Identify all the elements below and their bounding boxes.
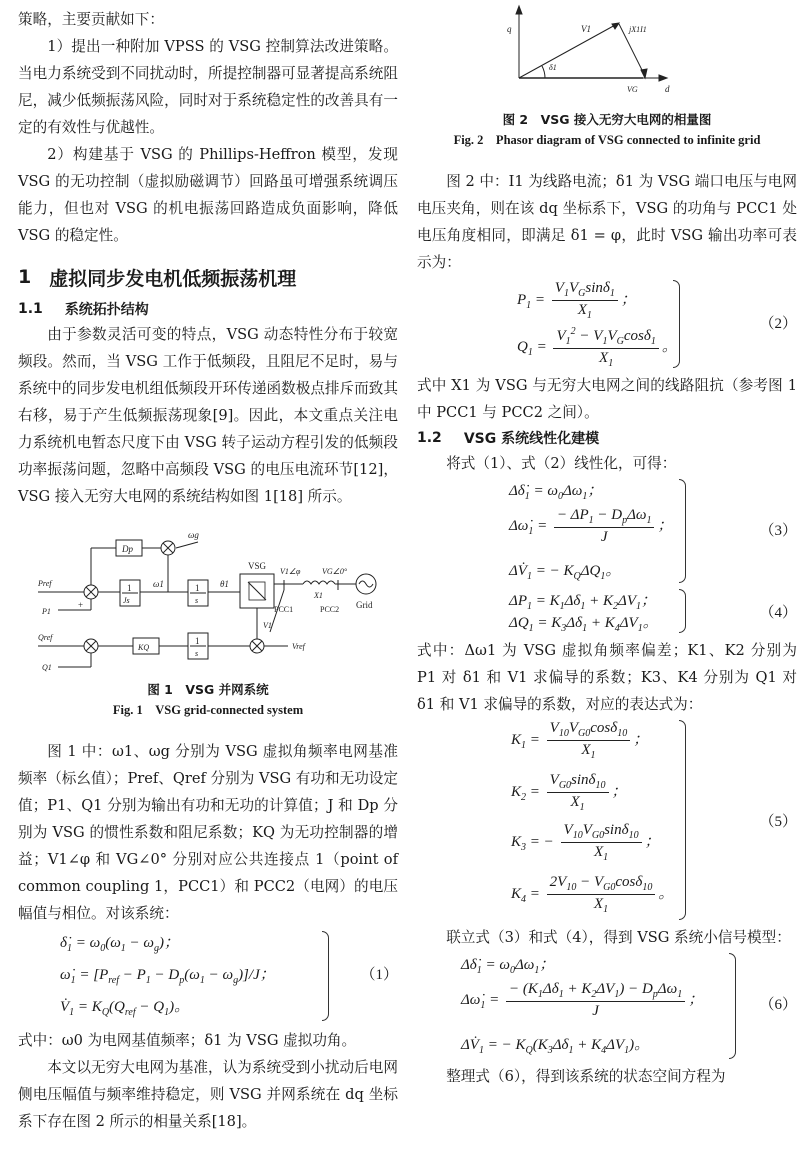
paragraph: 本文以无穷大电网为基准，认为系统受到小扰动后电网侧电压幅值与频率维持稳定，则 VSG 并网系统在 dq 坐标系下存在图 2 所示的相量关系[18]。 [18,1059,398,1130]
svg-text:Js: Js [123,596,130,605]
fig1-label: Pref [38,579,52,588]
paragraph: 式中 X1 为 VSG 与无穷大电网之间的线路阻抗（参考图 1 中 PCC1 与 PCC2 之间）。 [417,377,797,421]
section-title: 虚拟同步发电机低频振荡机理 [49,267,297,290]
svg-text:s: s [195,649,199,658]
fig1-label: Grid [356,600,373,610]
svg-text:s: s [195,596,199,605]
figure-caption-en: Fig. 1 VSG grid-connected system [112,703,304,717]
section-heading [18,257,398,297]
fig1-label: θ1 [220,579,229,589]
equation-number: （4） [759,605,797,621]
fig2-label: d [665,84,670,94]
figure-caption-zh: 图 1 VSG 并网系统 [147,682,269,697]
paragraph: 由于参数灵活可变的特点，VSG 动态特性分布于较宽频段。然而，当 VSG 工作于低频段，且阻尼不足时，易与系统中的同步发电机组低频段开环传递函数极点排斥而致其右移，易于产生低频振荡现象[9]。因此，本文重点关注电力系统机电暂态尺度下由 VSG 转子运动方程引发的低频段功率振荡问题，忽略中高频段 VSG 的电压电流环节[12]，VSG 接入无穷大电网的系统结构如图 1[18] 所示。 [18,326,398,505]
figure-2-phasor-diagram [417,0,797,100]
paragraph: 图 2 中：I1 为线路电流；δ1 为 VSG 端口电压与电网电压夹角，则在该 dq 坐标系下，VSG 的功角与 PCC1 处电压角度相同，即满足 δ1 = φ，此时 VSG 输出功率可表示为： [417,173,797,271]
figure-1-block-diagram [18,524,398,674]
figure-caption-zh: 图 2 VSG 接入无穷大电网的相量图 [502,112,712,127]
equation-number: （2） [759,316,797,332]
svg-text:1: 1 [195,583,200,593]
equation-number: （6） [759,997,797,1013]
equation-1: $\deltȧ_1 = \omega_0(\omega_1 - \omega_g)$； $\omegȧ_1 = [P_{ref} - P_1 - D_p(\omega_1 - \omega_g)]/J$； $V̇_1 = K_Q(Q_{ref} - Q_1)$。 （1） [18,927,398,1027]
fig1-label: KQ [138,643,150,652]
right-column [417,0,797,1090]
subsection-number: 1.1 [18,301,43,317]
paragraph: 1）提出一种附加 VPSS 的 VSG 控制算法改进策略。当电力系统受到不同扰动时，所提控制器可显著提高系统阻尼，减少低频振荡风险，同时对于系统稳定性的改善具有一定的有效性与优越性。 [18,38,398,136]
equation-5: $K_1$ = $\frac{V_{10}V_{G0}\cos\delta_{10}}{X_1}$ ； $K_2$ = $\frac{V_{G0}\sin\delta_{10}}{X_1}$ ； $K_3$ = − $\frac{V_{10}V_{G0}\sin\delta_{10}}{X_1}$ ； $K_4$ = $\frac{2V_{10} - V_{G0}\cos\delta_{10}}{X_1}$ 。 （5） [417,718,797,924]
equation-number: （1） [360,967,398,983]
fig1-label: V1 [263,621,272,630]
fig1-label: VG∠0° [322,567,348,576]
fig2-label: V1 [581,24,591,34]
left-column [18,0,398,1135]
subsection-title: VSG 系统线性化建模 [463,431,600,447]
figure-caption-en: Fig. 2 Phasor diagram of VSG connected to infinite grid [453,133,761,147]
fig1-label: ω1 [153,579,164,589]
fig2-label: q [507,24,512,34]
fig1-label: VSG [248,561,267,571]
svg-text:1: 1 [195,636,200,646]
paragraph: 将式（1）、式（2）线性化，可得： [446,455,677,472]
subsection-heading [417,426,797,450]
fig1-label: PCC1 [274,605,294,614]
paragraph: 联立式（3）和式（4），得到 VSG 系统小信号模型： [446,929,791,946]
svg-text:+: + [78,600,84,610]
fig2-label: jX1I1 [629,25,647,34]
equation-3: $\Delta\deltȧ_1 = \omega_0\Delta\omega_1$； $\Delta\omegȧ_1$ = $\frac{- \Delta P_1 - D_p\Delta\omega_1}{J}$ ； $\Delta V̇_1$ = − $K_Q\Delta Q_1$。 （3） [417,477,797,587]
paragraph: 2）构建基于 VSG 的 Phillips-Heffron 模型，发现 VSG 的无功控制（虚拟励磁调节）回路虽可增强系统调压能力，但也对 VSG 的机电振荡回路造成负面影响，降低 VSG 的稳定性。 [18,146,398,244]
section-number: 1 [18,266,32,288]
fig1-label: P1 [42,607,51,616]
equation-2: $P_1$ = $\frac{V_1V_G\sin\delta_1}{X_1}$ ； $Q_1$ = $\frac{V_1^2 - V_1V_G\cos\delta_1}{X_1}$ 。 （2） [517,280,797,369]
paragraph: 策略，主要贡献如下： [18,11,164,28]
paragraph: 整理式（6），得到该系统的状态空间方程为 [446,1068,726,1085]
paragraph: 图 1 中：ω1、ωg 分别为 VSG 虚拟角频率电网基准频率（标幺值）；Pref、Qref 分别为 VSG 有功和无功设定值；P1、Q1 分别为输出有功和无功的计算值；J 和 Dp 分别为 VSG 的惯性系数和阻尼系数；KQ 为无功控制器的增益；V1∠φ 和 VG∠0° 分别对应公共连接点 1（point of common coupling 1，PCC1）和 PCC2（电网）的电压幅值与相位。对该系统： [18,743,398,922]
fig1-label: Q1 [42,663,52,672]
fig2-label: δ1 [549,63,557,72]
subsection-title: 系统拓扑结构 [64,302,149,318]
equation-number: （5） [759,814,797,830]
fig1-label: Dp [122,544,133,554]
paragraph: 式中：Δω1 为 VSG 虚拟角频率偏差；K1、K2 分别为 P1 对 δ1 和 V1 求偏导的系数；K3、K4 分别为 Q1 对 δ1 和 V1 求偏导的系数，对应的表达式为： [417,642,797,713]
fig1-label: ωg [188,530,199,540]
subsection-heading [18,297,398,321]
equation-4: $\Delta P_1 = K_1\Delta\delta_1 + K_2\Delta V_1$； $\Delta Q_1 = K_3\Delta\delta_1 + K_4\Delta V_1$。 （4） [417,587,797,637]
fig1-label: Vref [292,642,305,651]
subsection-number: 1.2 [417,430,442,446]
fig2-label: VG [627,85,638,94]
equation-6: $\Delta\deltȧ_1 = \omega_0\Delta\omega_1$； $\Delta\omegȧ_1$ = $\frac{- (K_1\Delta\delta_1 + K_2\Delta V_1) - D_p\Delta\omega_1}{J}$ ； $\Delta V̇_1$ = − $K_Q(K_3\Delta\delta_1 + K_4\Delta V_1)$。 （6） [417,951,797,1063]
fig1-label: V1∠φ [280,567,301,576]
fig1-label: PCC2 [320,605,340,614]
svg-text:1: 1 [127,583,132,593]
fig1-label: Qref [38,633,53,642]
paragraph: 式中：ω0 为电网基值频率；δ1 为 VSG 虚拟功角。 [18,1032,357,1049]
fig1-label: X1 [314,591,323,600]
equation-number: （3） [759,523,797,539]
